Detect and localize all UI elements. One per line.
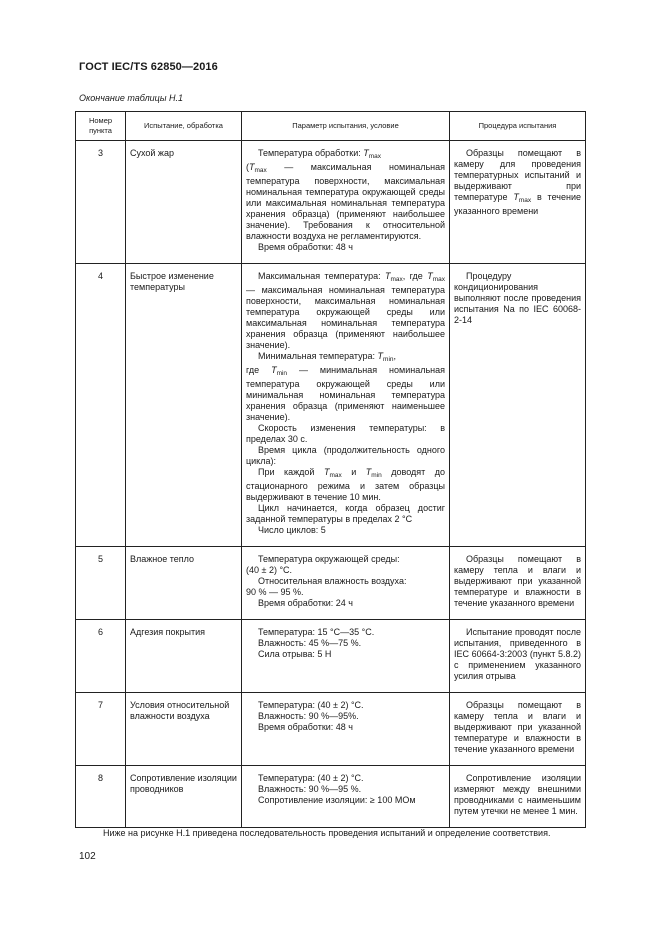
test-table — [75, 111, 586, 828]
header-num: Номер пункта — [76, 112, 126, 141]
table-row — [76, 547, 586, 620]
row-number: 4 — [76, 264, 126, 547]
row-number: 5 — [76, 547, 126, 620]
row-parameters: Температура окружающей среды: (40 ± 2) °С. Относительная влажность воздуха: 90 % — 95 %. Время обработки: 24 ч — [242, 547, 450, 620]
row-test-name: Условия относительной влажности воздуха — [126, 693, 242, 766]
document-title: ГОСТ IEC/TS 62850—2016 — [79, 61, 218, 73]
row-procedure: Образцы помещают в камеру тепла и влаги и выдерживают при указанной температуре и влажности в течение указанного времени — [450, 547, 586, 620]
table-caption: Окончание таблицы Н.1 — [79, 93, 183, 103]
footer-note: Ниже на рисунке Н.1 приведена последовательность проведения испытаний и определение соответствия. — [103, 828, 551, 838]
row-test-name: Сухой жар — [126, 141, 242, 264]
row-number: 8 — [76, 766, 126, 828]
row-test-name: Сопротивление изоляции проводников — [126, 766, 242, 828]
row-parameters: Температура: (40 ± 2) °С. Влажность: 90 %—95 %. Сопротивление изоляции: ≥ 100 МОм — [242, 766, 450, 828]
row-number: 7 — [76, 693, 126, 766]
row-test-name: Адгезия покрытия — [126, 620, 242, 693]
header-test: Испытание, обработка — [126, 112, 242, 141]
table-row — [76, 693, 586, 766]
row-procedure: Образцы помещают в камеру для проведения температурных испытаний и выдерживают при температуре $T_{max}$ в течение указанного времени — [450, 141, 586, 264]
row-test-name: Быстрое изменение температуры — [126, 264, 242, 547]
header-param: Параметр испытания, условие — [242, 112, 450, 141]
row-number: 6 — [76, 620, 126, 693]
row-procedure: Процедуру кондиционирования выполняют после проведения испытания Na по IEC 60068-2-14 — [450, 264, 586, 547]
table-row — [76, 141, 586, 264]
row-test-name: Влажное тепло — [126, 547, 242, 620]
row-parameters: Максимальная температура: $T_{max}$, где $T_{max}$ — максимальная номинальная температура поверхности, максимальная номинальная температура окружающей среды или максимальная номинальная температура хранения образца (применяют наибольшее значение). Минимальная температура: $T_{min}$, где $T_{min}$ — минимальная номинальная температура окружающей среды или минимальная номинальная температура хранения образца (применяют наименьшее значение). Скорость изменения температуры: в пределах 30 с. Время цикла (продолжительность одного цикла): При каждой $T_{max}$ и $T_{min}$ доводят до стационарного режима и затем образцы выдерживают в течение 10 мин. Цикл начинается, когда образец достиг заданной температуры в пределах 2 °С Число циклов: 5 — [242, 264, 450, 547]
row-parameters: Температура: (40 ± 2) °С. Влажность: 90 %—95%. Время обработки: 48 ч — [242, 693, 450, 766]
table-header-row — [76, 112, 586, 141]
table-row — [76, 620, 586, 693]
row-procedure: Сопротивление изоляции измеряют между внешними проводниками с наименьшим путем утечки не менее 1 мин. — [450, 766, 586, 828]
page-number: 102 — [79, 851, 96, 862]
row-parameters: Температура обработки: $T_{max}$ ($T_{max}$ — максимальная номинальная температура поверхности, максимальная номинальная температура окружающей среды или максимальная номинальная температура хранения образца) (применяют наибольшее значение). Требования к относительной влажности воздуха не регламентируются. Время обработки: 48 ч — [242, 141, 450, 264]
row-procedure: Испытание проводят после испытания, приведенного в IEC 60664-3:2003 (пункт 5.8.2) с применением указанного усилия отрыва — [450, 620, 586, 693]
row-procedure: Образцы помещают в камеру тепла и влаги и выдерживают при указанной температуре и влажности в течение указанного времени — [450, 693, 586, 766]
row-parameters: Температура: 15 °С—35 °С. Влажность: 45 %—75 %. Сила отрыва: 5 Н — [242, 620, 450, 693]
table-row — [76, 264, 586, 547]
row-number: 3 — [76, 141, 126, 264]
table-row — [76, 766, 586, 828]
header-proc: Процедура испытания — [450, 112, 586, 141]
